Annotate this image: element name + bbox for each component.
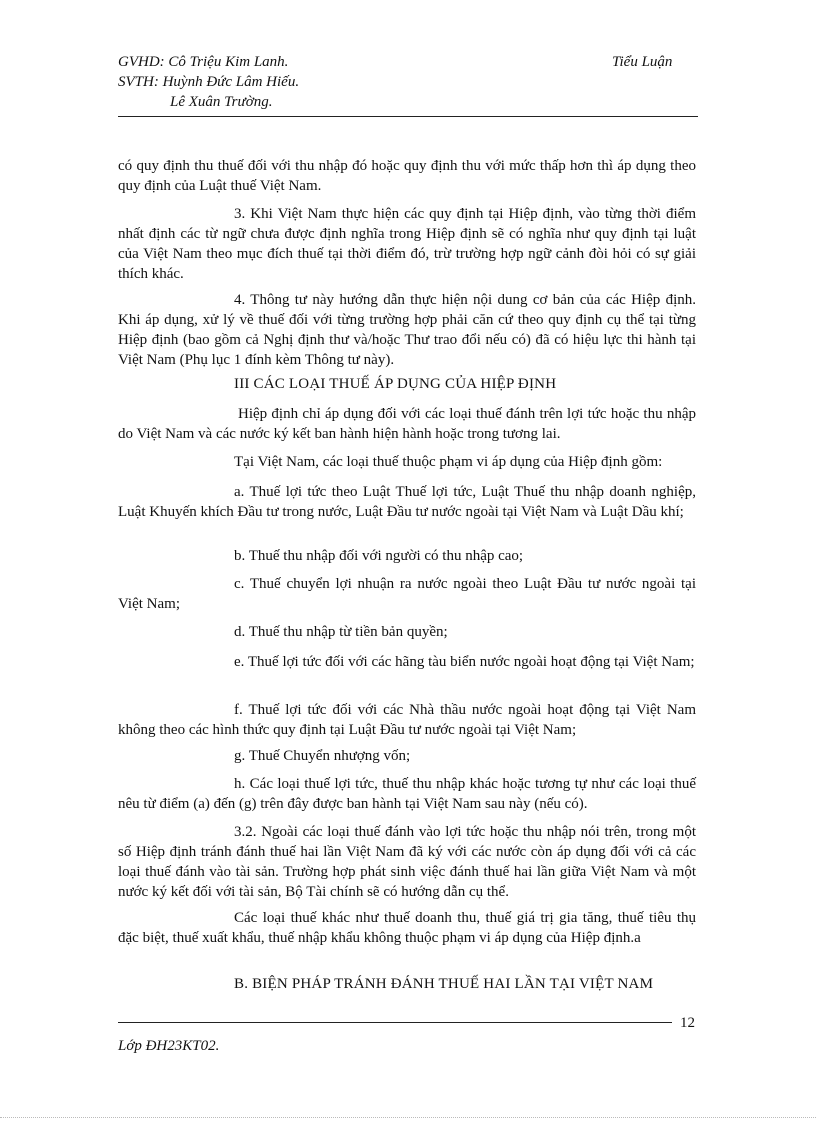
paragraph: 4. Thông tư này hướng dẫn thực hiện nội dung cơ bản của các Hiệp định. Khi áp dụng, xử lý về thuế đối với từng trường hợp phải căn cứ theo quy định cụ thể tại từng Hiệp định (bao gồm cả Nghị định thư và/hoặc Thư trao đổi nếu có) đã có hiệu lực thi hành tại Việt Nam (Phụ lục 1 đính kèm Thông tư này). xyxy=(118,292,696,368)
paragraph: Tại Việt Nam, các loại thuế thuộc phạm vi áp dụng của Hiệp định gồm: xyxy=(234,454,663,470)
section-heading-iii: III CÁC LOẠI THUẾ ÁP DỤNG CỦA HIỆP ĐỊNH xyxy=(234,376,557,392)
header-advisor: GVHD: Cô Triệu Kim Lanh. xyxy=(118,54,289,70)
list-item: b. Thuế thu nhập đối với người có thu nhập cao; xyxy=(234,548,524,564)
header-doc-type: Tiểu Luận xyxy=(612,54,673,70)
footer-divider xyxy=(118,1022,672,1023)
paragraph: có quy định thu thuế đối với thu nhập đó hoặc quy định thu với mức thấp hơn thì áp dụng theo quy định của Luật thuế Việt Nam. xyxy=(118,158,696,194)
page-edge-divider xyxy=(0,1117,816,1118)
list-item: h. Các loại thuế lợi tức, thuế thu nhập khác hoặc tương tự như các loại thuế nêu từ điểm (a) đến (g) trên đây được ban hành tại Việt Nam sau này (nếu có). xyxy=(118,776,696,812)
section-heading-b: B. BIỆN PHÁP TRÁNH ĐÁNH THUẾ HAI LẦN TẠI VIỆT NAM xyxy=(234,976,654,992)
list-item: g. Thuế Chuyển nhượng vốn; xyxy=(234,748,411,764)
paragraph: 3. Khi Việt Nam thực hiện các quy định tại Hiệp định, vào từng thời điểm nhất định các từ ngữ chưa được định nghĩa trong Hiệp định sẽ có nghĩa như quy định tại luật của Việt Nam theo mục đích thuế tại thời điểm đó, trừ trường hợp ngữ cảnh đòi hỏi có sự giải thích khác. xyxy=(118,206,696,282)
header-students: SVTH: Huỳnh Đức Lâm Hiếu. xyxy=(118,74,300,90)
list-item: f. Thuế lợi tức đối với các Nhà thầu nước ngoài hoạt động tại Việt Nam không theo các hình thức quy định tại Luật Đầu tư nước ngoài tại Việt Nam; xyxy=(118,702,696,738)
paragraph: Hiệp định chỉ áp dụng đối với các loại thuế đánh trên lợi tức hoặc thu nhập do Việt Nam và các nước ký kết ban hành hiện hành hoặc trong tương lai. xyxy=(118,406,696,442)
paragraph: 3.2. Ngoài các loại thuế đánh vào lợi tức hoặc thu nhập nói trên, trong một số Hiệp định tránh đánh thuế hai lần Việt Nam đã ký với các nước còn áp dụng đối với cả các loại thuế đánh vào tài sản. Trường hợp phát sinh việc đánh thuế hai lần giữa Việt Nam và một nước ký kết đối với tài sản, Bộ Tài chính sẽ có hướng dẫn cụ thể. xyxy=(118,824,696,900)
list-item: a. Thuế lợi tức theo Luật Thuế lợi tức, Luật Thuế thu nhập doanh nghiệp, Luật Khuyến khích Đầu tư trong nước, Luật Đầu tư nước ngoài tại Việt Nam và Luật Dầu khí; xyxy=(118,484,696,520)
footer-class-name: Lớp ĐH23KT02. xyxy=(118,1038,220,1054)
list-item: d. Thuế thu nhập từ tiền bản quyền; xyxy=(234,624,448,640)
page-number: 12 xyxy=(680,1015,695,1031)
list-item: c. Thuế chuyển lợi nhuận ra nước ngoài theo Luật Đầu tư nước ngoài tại Việt Nam; xyxy=(118,576,696,612)
header-divider xyxy=(118,116,698,117)
header-student-2: Lê Xuân Trường. xyxy=(170,94,273,110)
paragraph: Các loại thuế khác như thuế doanh thu, thuế giá trị gia tăng, thuế tiêu thụ đặc biệt, thuế xuất khẩu, thuế nhập khẩu không thuộc phạm vi áp dụng của Hiệp định.a xyxy=(118,910,696,946)
list-item: e. Thuế lợi tức đối với các hãng tàu biển nước ngoài hoạt động tại Việt Nam; xyxy=(234,654,695,670)
